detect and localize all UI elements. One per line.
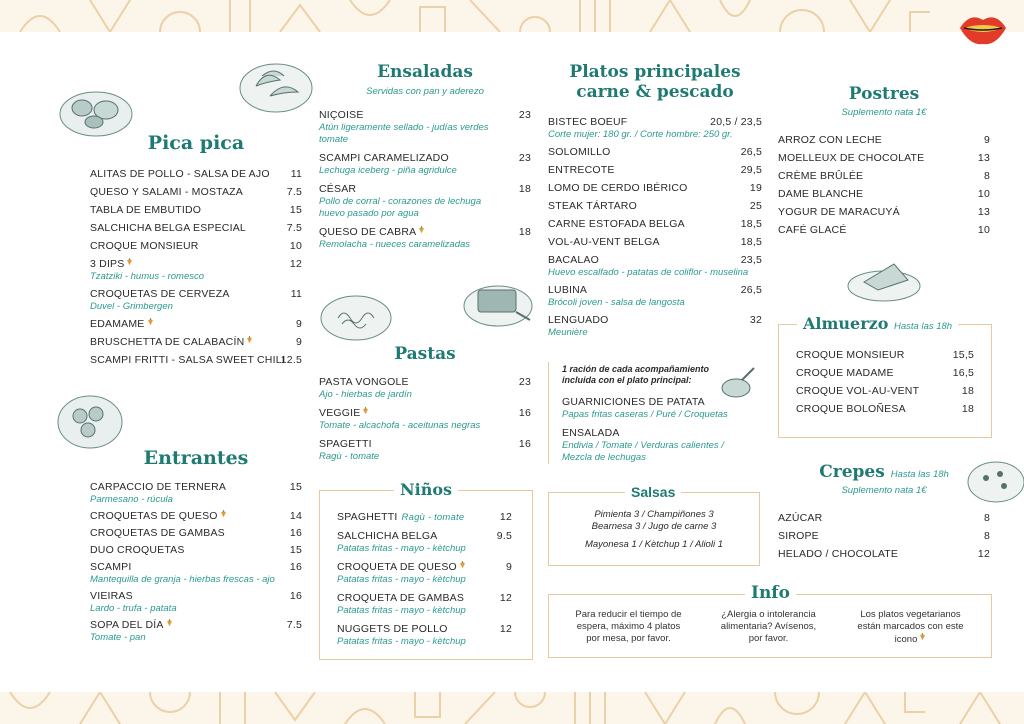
menu-item [778, 224, 990, 237]
item-desc: Meunière [548, 327, 588, 338]
item-name: SCAMPI [90, 561, 132, 573]
item-name: BISTEC BOEUF [548, 116, 628, 128]
menu-item [337, 592, 512, 605]
item-name: VOL-AU-VENT BELGA [548, 236, 660, 248]
item-name: CÉSAR [319, 183, 357, 195]
ensalada-acomp-item: ENSALADA [562, 427, 620, 439]
crepes-title-wrap [778, 462, 990, 482]
menu-item [319, 183, 531, 196]
item-name: NUGGETS DE POLLO [337, 623, 448, 635]
almuerzo-box [778, 314, 992, 438]
item-name: DUO CROQUETAS [90, 544, 185, 556]
item-price: 32 [749, 314, 762, 326]
pattern-art-bottom [0, 692, 1024, 724]
item-price: 11 [290, 168, 302, 180]
item-desc: Patatas fritas - mayo - kètchup [337, 605, 466, 616]
pastas-section [319, 344, 531, 463]
item-name: LOMO DE CERDO IBÉRICO [548, 182, 688, 194]
menu-item [548, 182, 762, 195]
item-name: DAME BLANCHE [778, 188, 864, 200]
item-price: 7.5 [286, 222, 302, 234]
menu-item [778, 206, 990, 219]
item-name: CROQUETAS DE GAMBAS [90, 527, 225, 539]
item-name: ARROZ CON LECHE [778, 134, 882, 146]
item-name: VEGGIE [319, 407, 361, 419]
item-desc: Mantequilla de granja - hierbas frescas - ajo [90, 574, 275, 585]
item-name: QUESO DE CABRA [319, 226, 417, 238]
menu-item [90, 318, 302, 331]
menu-item [778, 188, 990, 201]
item-price: 9 [505, 561, 512, 573]
item-price: 10 [977, 188, 990, 200]
item-price: 11 [290, 288, 302, 300]
item-price: 15,5 [952, 349, 974, 361]
item-price: 18 [961, 403, 974, 415]
ensalada-acomp-desc-2: Mezcla de lechugas [562, 452, 646, 463]
item-desc: huevo pasado por agua [319, 208, 419, 219]
item-price: 26,5 [740, 284, 762, 296]
almuerzo-title-wrap [797, 314, 958, 333]
item-desc: Ajo - hierbas de jardín [319, 389, 412, 400]
info-c1-l2: espera, máximo 4 platos [576, 621, 681, 632]
principales-title-1: Platos principales [569, 62, 741, 82]
item-name: SOPA DEL DÍA [90, 619, 164, 631]
veggie-icon [418, 226, 425, 234]
item-price: 7.5 [286, 186, 302, 198]
item-price: 16 [289, 527, 302, 539]
guarniciones-desc: Papas fritas caseras / Puré / Croquetas [562, 409, 728, 420]
item-name: SPAGETTI [319, 438, 372, 450]
menu-item [90, 168, 302, 181]
item-price: 18 [961, 385, 974, 397]
item-price: 16 [518, 407, 531, 419]
menu-item [90, 204, 302, 217]
menu-item [319, 407, 531, 420]
menu-item [90, 186, 302, 199]
item-price: 13 [977, 152, 990, 164]
salsas-title: Salsas [625, 484, 681, 500]
info-c3-l1: Los platos vegetarianos [860, 609, 961, 620]
acomp-note-line-1: 1 ración de cada acompañamiento [562, 364, 710, 374]
menu-item [548, 164, 762, 177]
item-price: 18 [518, 183, 531, 195]
menu-item [796, 349, 974, 362]
item-name: STEAK TÁRTARO [548, 200, 637, 212]
item-desc: Ragù - tomate [319, 451, 380, 462]
croque-plate-illustration [844, 256, 924, 304]
item-name: SALCHICHA BELGA [337, 530, 438, 542]
item-price: 8 [983, 512, 990, 524]
principales-section [548, 62, 762, 339]
menu-item [778, 512, 990, 525]
menu-item [548, 200, 762, 213]
info-c2-l2: alimentaria? Avísenos, [720, 621, 817, 632]
menu-item [778, 152, 990, 165]
item-price: 23 [518, 376, 531, 388]
item-price: 18,5 [740, 236, 762, 248]
almuerzo-hours: Hasta las 18h [894, 321, 953, 332]
bottom-pattern-band [0, 692, 1024, 724]
crepes-section [778, 462, 990, 561]
item-price: 12 [499, 623, 512, 635]
menu-item [319, 109, 531, 122]
info-c3-l3: icono [894, 634, 918, 645]
item-name: SOLOMILLO [548, 146, 611, 158]
menu-item [90, 336, 302, 349]
item-name: MOELLEUX DE CHOCOLATE [778, 152, 925, 164]
item-name: SALCHICHA BELGA ESPECIAL [90, 222, 246, 234]
menu-item [778, 530, 990, 543]
acomp-note [562, 364, 709, 386]
item-name: EDAMAME [90, 318, 145, 330]
menu-item [548, 314, 762, 327]
menu-item [90, 619, 302, 632]
item-price: 18 [518, 226, 531, 238]
item-price: 19 [749, 182, 762, 194]
veggie-icon [246, 336, 253, 344]
item-desc: Patatas fritas - mayo - kètchup [337, 574, 466, 585]
item-price: 16 [289, 561, 302, 573]
item-name: LENGUADO [548, 314, 609, 326]
item-price: 15 [289, 481, 302, 493]
menu-item [548, 236, 762, 249]
item-price: 23 [518, 109, 531, 121]
item-desc: Pollo de corral - corazones de lechuga [319, 196, 482, 207]
menu-item [90, 590, 302, 603]
menu-item [778, 548, 990, 561]
menu-item [337, 511, 512, 524]
item-price: 16 [518, 438, 531, 450]
shrimp-plate-illustration [236, 56, 314, 116]
item-name: BACALAO [548, 254, 600, 266]
crepes-hours: Hasta las 18h [890, 469, 949, 480]
menu-item [90, 240, 302, 253]
postres-subtitle: Suplemento nata 1€ [841, 107, 927, 118]
salsas-box [548, 484, 760, 566]
item-price: 20,5 / 23,5 [710, 116, 762, 128]
guarniciones-item: GUARNICIONES DE PATATA [562, 396, 705, 408]
menu-item [319, 438, 531, 451]
acompanamiento-section [548, 362, 759, 464]
veggie-icon [166, 619, 173, 627]
item-price: 25 [749, 200, 762, 212]
item-name: SCAMPI CARAMELIZADO [319, 152, 449, 164]
item-name: NIÇOISE [319, 109, 364, 121]
acomp-note-line-2: incluida con el plato principal: [562, 375, 692, 385]
item-inline-desc: Ragù - tomate [401, 512, 465, 523]
item-price: 12.5 [280, 354, 302, 366]
item-desc: Remolacha - nueces caramelizadas [319, 239, 471, 250]
item-desc: Corte mujer: 180 gr. / Corte hombre: 250 gr. [548, 129, 733, 140]
crepes-subtitle: Suplemento nata 1€ [841, 485, 927, 496]
item-price: 23,5 [740, 254, 762, 266]
item-price: 12 [499, 511, 512, 523]
entrantes-section [90, 447, 302, 644]
item-price: 9 [295, 318, 302, 330]
info-c2-l3: por favor. [748, 633, 789, 644]
item-name: CARPACCIO DE TERNERA [90, 481, 227, 493]
item-name: LUBINA [548, 284, 588, 296]
item-desc: Tomate - pan [90, 632, 146, 643]
item-price: 9 [295, 336, 302, 348]
item-price: 13 [977, 206, 990, 218]
ninos-title: Niños [394, 480, 458, 499]
menu-item [90, 527, 302, 540]
item-name: VIEIRAS [90, 590, 133, 602]
item-price: 10 [977, 224, 990, 236]
pica-pica-title: Pica pica [147, 132, 245, 154]
salsas-line-3: Mayonesa 1 / Kètchup 1 / Alioli 1 [584, 539, 723, 550]
item-price: 7.5 [286, 619, 302, 631]
postres-section [778, 84, 990, 237]
item-name: CROQUETAS DE QUESO [90, 510, 218, 522]
item-price: 29,5 [740, 164, 762, 176]
menu-item [796, 403, 974, 416]
menu-item [548, 284, 762, 297]
item-price: 8 [983, 530, 990, 542]
item-desc: Tzatziki - humus - romesco [90, 271, 205, 282]
item-name: SIROPE [778, 530, 819, 542]
item-name: HELADO / CHOCOLATE [778, 548, 899, 560]
menu-item [548, 146, 762, 159]
veggie-icon [362, 407, 369, 415]
menu-item [319, 376, 531, 389]
info-c3-l2: están marcados con este [857, 621, 964, 632]
veggie-icon [459, 561, 466, 569]
item-price: 23 [518, 152, 531, 164]
stew-pot-illustration [460, 272, 536, 330]
item-desc: Lardo - trufa - patata [90, 603, 177, 614]
menu-item [90, 544, 302, 557]
menu-item [90, 510, 302, 523]
info-box [548, 583, 992, 658]
item-name: 3 DIPS [90, 258, 125, 270]
veggie-icon [147, 318, 154, 326]
veggie-icon [919, 633, 926, 641]
postres-title: Postres [848, 84, 920, 104]
item-name: SPAGHETTI [337, 511, 398, 523]
info-col-2 [701, 609, 836, 645]
item-name: ENTRECOTE [548, 164, 615, 176]
item-desc: Patatas fritas - mayo - kètchup [337, 636, 466, 647]
item-price: 15 [289, 204, 302, 216]
veggie-icon [220, 510, 227, 518]
entrantes-title: Entrantes [143, 447, 249, 469]
salsas-line-2: Bearnesa 3 / Jugo de carne 3 [591, 521, 717, 532]
crepes-title: Crepes [819, 462, 885, 482]
almuerzo-title: Almuerzo [803, 314, 889, 333]
menu-item [90, 258, 302, 271]
menu-item [548, 116, 762, 129]
item-price: 10 [289, 240, 302, 252]
info-title: Info [745, 583, 796, 603]
item-desc: Duvel - Grimbergen [90, 301, 173, 312]
menu-item [90, 354, 302, 367]
pasta-plate-illustration [318, 290, 394, 342]
menu-item [548, 254, 762, 267]
menu-item [90, 222, 302, 235]
item-name: BRUSCHETTA DE CALABACÍN [90, 336, 245, 348]
lips-logo [958, 12, 1008, 46]
ensaladas-title: Ensaladas [377, 62, 473, 82]
item-name: CROQUE MONSIEUR [796, 349, 905, 361]
ensalada-acomp-desc-1: Endivia / Tomate / Verduras calientes / [562, 440, 724, 451]
ensaladas-section [319, 62, 531, 251]
menu-item [90, 288, 302, 301]
menu-item [319, 152, 531, 165]
top-pattern-band [0, 0, 1024, 32]
item-desc: Brócoli joven - salsa de langosta [548, 297, 685, 308]
item-name: CRÈME BRÛLÉE [778, 170, 864, 182]
info-col-1 [561, 609, 696, 645]
info-c1-l1: Para reducir el tiempo de [575, 609, 682, 620]
pattern-art [0, 0, 1024, 32]
item-price: 26,5 [740, 146, 762, 158]
menu-item [90, 561, 302, 574]
item-name: TABLA DE EMBUTIDO [90, 204, 202, 216]
item-price: 16,5 [952, 367, 974, 379]
info-c1-l3: por mesa, por favor. [586, 633, 671, 644]
item-price: 8 [983, 170, 990, 182]
pica-pica-section [90, 132, 302, 367]
menu-item [337, 561, 512, 574]
item-name: AZÚCAR [778, 512, 823, 524]
item-desc: Atún ligeramente sellado - judías verdes [319, 122, 489, 133]
item-desc: Huevo escalfado - patatas de coliflor - muselina [548, 267, 749, 278]
item-name: CROQUETA DE GAMBAS [337, 592, 465, 604]
item-price: 15 [289, 544, 302, 556]
ensaladas-subtitle: Servidas con pan y aderezo [366, 86, 484, 97]
item-desc: Tomate - alcachofa - aceitunas negras [319, 420, 481, 431]
menu-item [796, 367, 974, 380]
item-price: 14 [289, 510, 302, 522]
salsas-line-1: Pimienta 3 / Champiñones 3 [594, 509, 714, 520]
menu-item [337, 623, 512, 636]
item-name: CROQUETAS DE CERVEZA [90, 288, 230, 300]
menu-item [337, 530, 512, 543]
item-price: 18,5 [740, 218, 762, 230]
item-desc: Patatas fritas - mayo - kètchup [337, 543, 466, 554]
pastas-title: Pastas [394, 344, 456, 364]
item-name: ALITAS DE POLLO - SALSA DE AJO [90, 168, 270, 180]
item-price: 12 [977, 548, 990, 560]
info-col-3 [843, 609, 978, 646]
item-name: CAFÉ GLACÉ [778, 224, 847, 236]
item-desc: Parmesano - rúcula [90, 494, 173, 505]
item-name: PASTA VONGOLE [319, 376, 409, 388]
item-name: YOGUR DE MARACUYÁ [778, 206, 900, 218]
item-name: CARNE ESTOFADA BELGA [548, 218, 685, 230]
item-name: CROQUE BOLOÑESA [796, 403, 906, 415]
menu-item [90, 481, 302, 494]
item-price: 12 [289, 258, 302, 270]
item-price: 16 [289, 590, 302, 602]
info-c2-l1: ¿Alergia o intolerancia [721, 609, 816, 620]
principales-title-2: carne & pescado [576, 82, 734, 102]
item-name: QUESO Y SALAMI - MOSTAZA [90, 186, 243, 198]
item-desc: tomate [319, 134, 349, 145]
menu-item [796, 385, 974, 398]
item-desc: Lechuga iceberg - piña agridulce [319, 165, 457, 176]
item-price: 9 [983, 134, 990, 146]
menu-item [548, 218, 762, 231]
item-name: CROQUE MADAME [796, 367, 894, 379]
item-name: SCAMPI FRITTI - SALSA SWEET CHILI [90, 354, 285, 366]
item-name: CROQUE MONSIEUR [90, 240, 199, 252]
item-price: 9.5 [496, 530, 512, 542]
item-name: CROQUETA DE QUESO [337, 561, 457, 573]
croquetas-plate-illustration [54, 390, 126, 452]
menu-item [319, 226, 531, 239]
ninos-box [319, 480, 533, 660]
menu-item [778, 134, 990, 147]
menu-item [778, 170, 990, 183]
veggie-icon [126, 258, 133, 266]
item-name: CROQUE VOL-AU-VENT [796, 385, 920, 397]
item-price: 12 [499, 592, 512, 604]
